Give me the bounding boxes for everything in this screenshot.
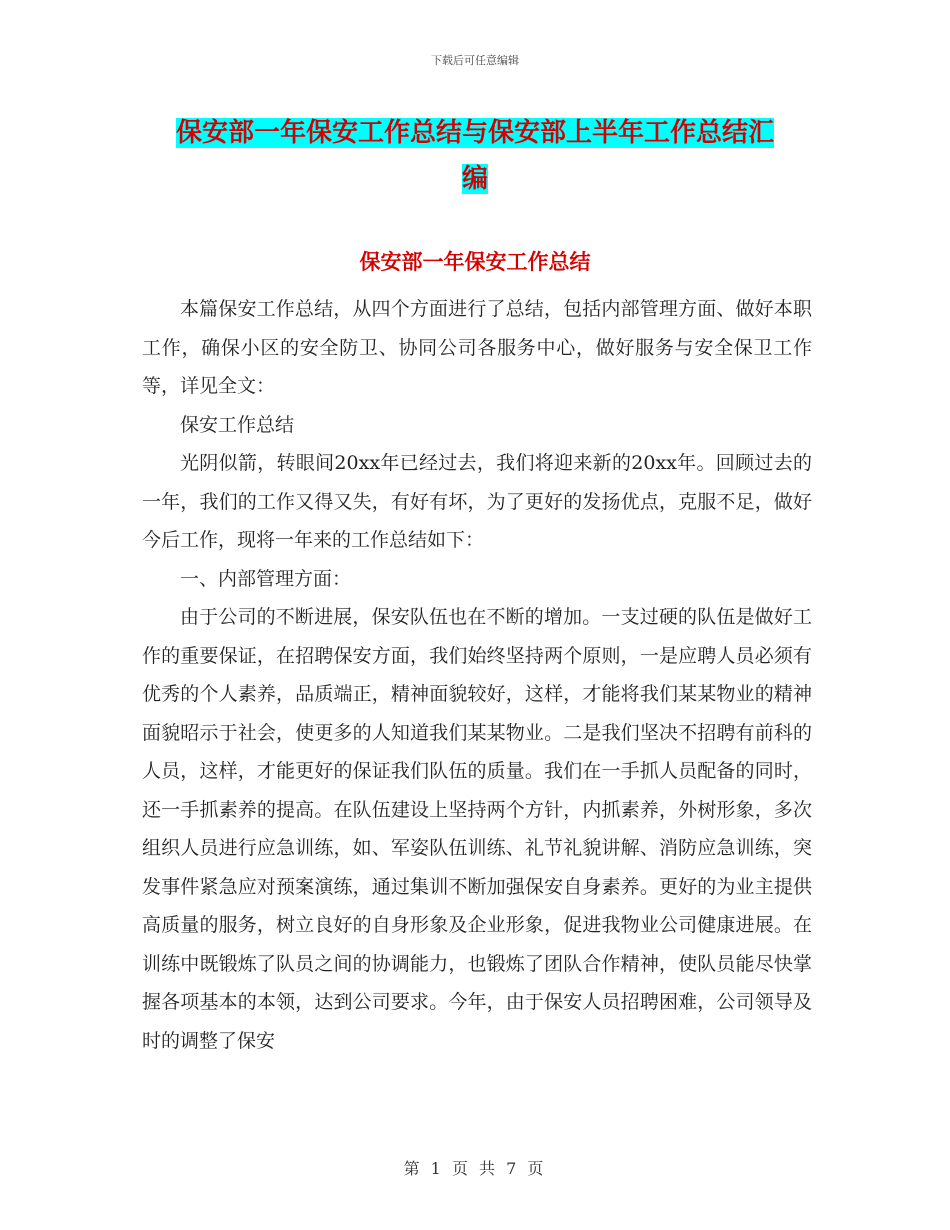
document-body [142, 290, 812, 1060]
section-heading: 保安部一年保安工作总结 [359, 249, 591, 274]
title-line-2: 编 [461, 164, 488, 194]
header-note: 下载后可任意编辑 [431, 54, 519, 67]
paragraph-opening: 光阴似箭，转眼间20xx年已经过去，我们将迎来新的20xx年。回顾过去的一年，我们的工作又得又失，有好有坏，为了更好的发扬优点，克服不足，做好今后工作，现将一年来的工作总结如下： [142, 452, 812, 551]
page-footer: 第 1 页 共 7 页 [403, 1159, 547, 1178]
paragraph-intro: 本篇保安工作总结，从四个方面进行了总结，包括内部管理方面、做好本职工作，确保小区的安全防卫、协同公司各服务中心，做好服务与安全保卫工作等，详见全文： [142, 298, 812, 397]
paragraph-section-1-heading: 一、内部管理方面： [180, 567, 352, 590]
paragraph-subheading: 保安工作总结 [180, 413, 295, 436]
document-title [0, 110, 950, 202]
title-line-1: 保安部一年保安工作总结与保安部上半年工作总结汇 [175, 118, 774, 148]
paragraph-section-1-body: 由于公司的不断进展，保安队伍也在不断的增加。一支过硬的队伍是做好工作的重要保证，在招聘保安方面，我们始终坚持两个原则，一是应聘人员必须有优秀的个人素养，品质端正，精神面貌较好，这样，才能将我们某某物业的精神面貌昭示于社会，使更多的人知道我们某某物业。二是我们坚决不招聘有前科的人员，这样，才能更好的保证我们队伍的质量。我们在一手抓人员配备的同时，还一手抓素养的提高。在队伍建设上坚持两个方针，内抓素养，外树形象，多次组织人员进行应急训练，如、军姿队伍训练、礼节礼貌讲解、消防应急训练，突发事件紧急应对预案演练，通过集训不断加强保安自身素养。更好的为业主提供高质量的服务，树立良好的自身形象及企业形象，促进我物业公司健康进展。在训练中既锻炼了队员之间的协调能力，也锻炼了团队合作精神，使队员能尽快掌握各项基本的本领，达到公司要求。今年，由于保安人员招聘困难，公司领导及时的调整了保安 [142, 606, 812, 1052]
